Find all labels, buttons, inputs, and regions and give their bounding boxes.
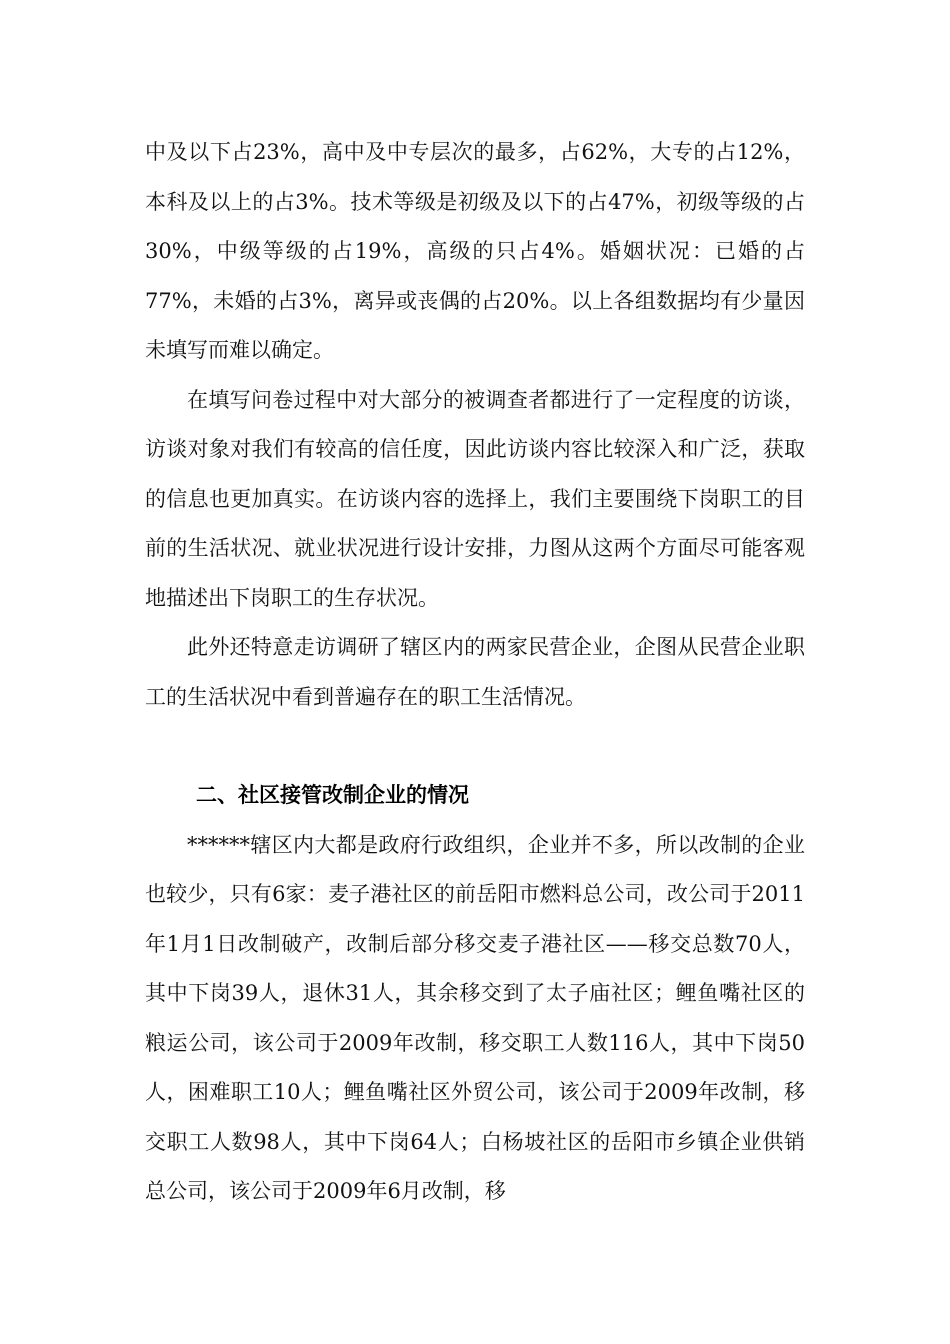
section-heading: 二、社区接管改制企业的情况 bbox=[196, 783, 469, 807]
paragraph-education-stats: 中及以下占23%，高中及中专层次的最多，占62%，大专的占12%，本科及以上的占3%。技术等级是初级及以下的占47%，初级等级的占30%，中级等级的占19%，高级的只占4%。婚姻状况：已婚的占77%，未婚的占3%，离异或丧偶的占20%。以上各组数据均有少量因未填写而难以确定。 bbox=[145, 140, 805, 362]
document-body bbox=[145, 128, 805, 1217]
paragraph-private-enterprise: 此外还特意走访调研了辖区内的两家民营企业，企图从民营企业职工的生活状况中看到普遍存在的职工生活情况。 bbox=[145, 635, 805, 709]
paragraph-interview: 在填写问卷过程中对大部分的被调查者都进行了一定程度的访谈，访谈对象对我们有较高的信任度，因此访谈内容比较深入和广泛，获取的信息也更加真实。在访谈内容的选择上，我们主要围绕下岗职工的目前的生活状况、就业状况进行设计安排，力图从这两个方面尽可能客观地描述出下岗职工的生存状况。 bbox=[145, 387, 805, 610]
paragraph-restructured-enterprises: ******辖区内大都是政府行政组织，企业并不多，所以改制的企业也较少，只有6家：麦子港社区的前岳阳市燃料总公司，改公司于2011年1月1日改制破产，改制后部分移交麦子港社区——移交总数70人，其中下岗39人，退休31人，其余移交到了太子庙社区；鲤鱼嘴社区的粮运公司，该公司于2009年改制，移交职工人数116人，其中下岗50人，困难职工10人；鲤鱼嘴社区外贸公司，该公司于2009年改制，移交职工人数98人，其中下岗64人；白杨坡社区的岳阳市乡镇企业供销总公司，该公司于2009年6月改制，移 bbox=[145, 832, 805, 1203]
